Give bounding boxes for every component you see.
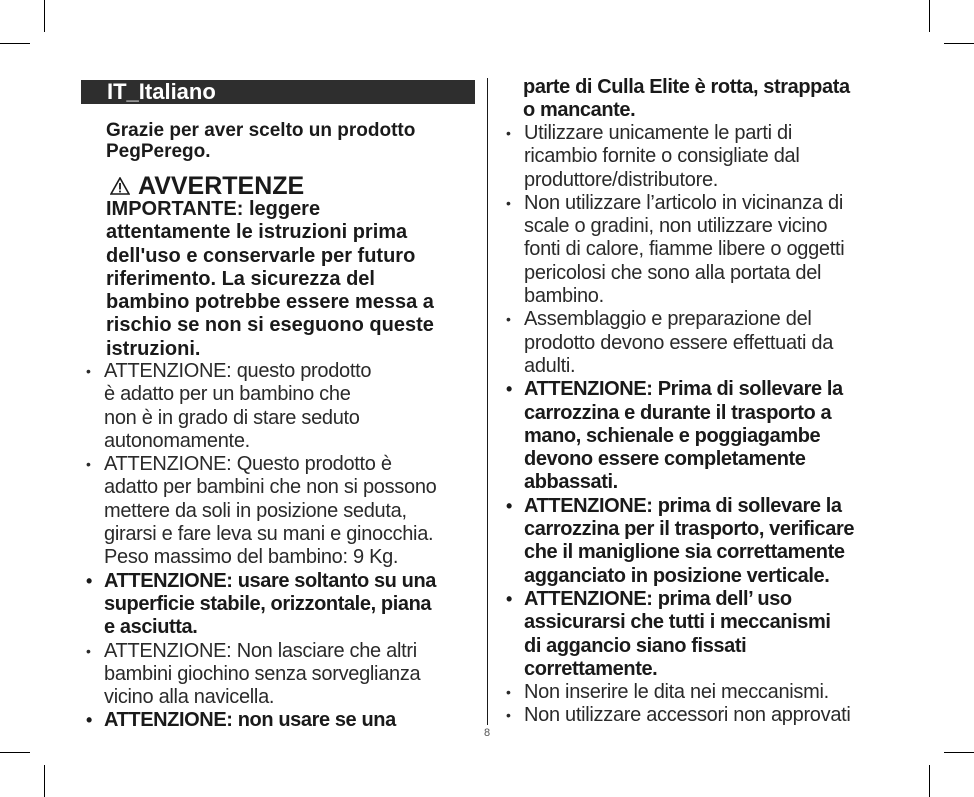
text-line: mano, schienale e poggiagambe — [524, 424, 821, 447]
list-item — [506, 122, 900, 192]
text-line: Non utilizzare accessori non approvati — [524, 704, 851, 727]
list-item — [506, 308, 900, 378]
text-line: carrozzina per il trasporto, verificare — [524, 518, 855, 541]
text-line: che il maniglione sia correttamente — [524, 541, 845, 564]
text-line: non è in grado di stare seduto — [104, 406, 360, 429]
text-line: ATTENZIONE: prima di sollevare la — [524, 494, 842, 517]
text-line: produttore/distributore. — [524, 168, 719, 191]
bullet-icon: • — [86, 570, 92, 591]
text-line: Assemblaggio e preparazione del — [524, 308, 812, 331]
text-line: di aggancio siano fissati — [524, 634, 747, 657]
bullet-icon: • — [506, 684, 511, 701]
list-item — [506, 192, 900, 308]
crop-mark — [44, 765, 45, 797]
warning-title: AVVERTENZE — [138, 172, 305, 200]
page-number: 8 — [483, 727, 491, 739]
text-line: Non utilizzare l’articolo in vicinanza di — [524, 191, 843, 214]
language-header: IT_Italiano — [81, 80, 475, 104]
list-item — [86, 570, 480, 640]
bullet-icon: • — [86, 363, 91, 379]
text-line: adulti. — [524, 354, 576, 377]
crop-mark — [0, 43, 30, 44]
column-divider — [487, 78, 488, 725]
intro-text — [106, 120, 466, 162]
text-line: mettere da soli in posizione seduta, — [104, 499, 407, 522]
text-line: attentamente le istruzioni prima — [106, 221, 408, 244]
warning-list-right — [506, 122, 900, 728]
bullet-icon: • — [506, 495, 512, 516]
continued-warning-text — [523, 76, 903, 123]
list-item — [86, 360, 480, 453]
text-line: è adatto per un bambino che — [104, 383, 351, 406]
text-line: ATTENZIONE: non usare se una — [104, 709, 396, 732]
list-item — [86, 453, 480, 569]
text-line: ATTENZIONE: prima dell’ uso — [524, 587, 792, 610]
text-line: girarsi e fare leva su mani e ginocchia. — [104, 523, 434, 546]
text-line: scale o gradini, non utilizzare vicino — [524, 215, 828, 238]
list-item — [506, 588, 900, 681]
bullet-icon: • — [506, 125, 511, 141]
bullet-icon: • — [86, 456, 91, 473]
text-line: bambino potrebbe essere messa a — [106, 291, 434, 314]
text-line: Utilizzare unicamente le parti di — [524, 122, 793, 144]
text-line: carrozzina e durante il trasporto a — [524, 401, 832, 424]
text-line: assicurarsi che tutti i meccanismi — [524, 611, 831, 634]
intro-line: PegPerego. — [106, 141, 211, 162]
text-line: Non inserire le dita nei meccanismi. — [524, 681, 829, 704]
warning-triangle-icon — [110, 177, 130, 195]
text-line: pericolosi che sono alla portata del — [524, 261, 822, 284]
text-line: bambini giochino senza sorveglianza — [104, 662, 421, 685]
intro-line: Grazie per aver scelto un prodotto — [106, 120, 416, 141]
text-line: vicino alla navicella. — [104, 686, 275, 709]
text-line: ricambio fornite o consigliate dal — [524, 145, 800, 168]
text-line: rischio se non si eseguono queste — [106, 314, 434, 337]
text-line: ATTENZIONE: questo prodotto — [104, 360, 372, 382]
text-line: adatto per bambini che non si possono — [104, 476, 437, 499]
text-line: parte di Culla Elite è rotta, strappata — [523, 76, 850, 98]
crop-mark — [944, 43, 974, 44]
text-line: abbassati. — [524, 471, 618, 494]
text-line: Peso massimo del bambino: 9 Kg. — [104, 546, 399, 569]
important-notice — [106, 198, 476, 361]
list-item — [86, 640, 480, 710]
warning-list-left — [86, 360, 480, 733]
text-line: superficie stabile, orizzontale, piana — [104, 592, 432, 615]
bullet-icon: • — [506, 707, 511, 724]
bullet-icon: • — [86, 710, 92, 731]
text-line: ATTENZIONE: Questo prodotto è — [104, 453, 392, 476]
text-line: bambino. — [524, 285, 604, 308]
crop-mark — [929, 0, 930, 32]
text-line: autonomamente. — [104, 429, 250, 452]
text-line: prodotto devono essere effettuati da — [524, 331, 834, 354]
text-line: e asciutta. — [104, 616, 198, 639]
bullet-icon: • — [506, 379, 512, 400]
text-line: correttamente. — [524, 657, 658, 680]
crop-mark — [929, 765, 930, 797]
list-item — [506, 704, 900, 727]
warning-heading — [110, 172, 304, 200]
text-line: devono essere completamente — [524, 448, 806, 471]
list-item — [506, 681, 900, 704]
text-line: agganciato in posizione verticale. — [524, 564, 830, 587]
text-line: ATTENZIONE: usare soltanto su una — [104, 569, 437, 592]
bullet-icon: • — [506, 311, 511, 328]
text-line: fonti di calore, fiamme libere o oggetti — [524, 238, 845, 261]
list-item — [86, 709, 480, 732]
text-line: dell'uso e conservarle per futuro — [106, 244, 416, 267]
text-line: riferimento. La sicurezza del — [106, 267, 375, 290]
text-line: ATTENZIONE: Prima di sollevare la — [524, 378, 843, 401]
text-line: IMPORTANTE: leggere — [106, 198, 321, 220]
crop-mark — [0, 752, 30, 753]
bullet-icon: • — [506, 588, 512, 609]
list-item — [506, 495, 900, 588]
crop-mark — [944, 752, 974, 753]
bullet-icon: • — [86, 642, 91, 659]
crop-mark — [44, 0, 45, 32]
bullet-icon: • — [506, 194, 511, 211]
text-line: istruzioni. — [106, 337, 201, 360]
text-line: ATTENZIONE: Non lasciare che altri — [104, 639, 417, 662]
text-line: o mancante. — [523, 99, 636, 122]
list-item — [506, 378, 900, 494]
